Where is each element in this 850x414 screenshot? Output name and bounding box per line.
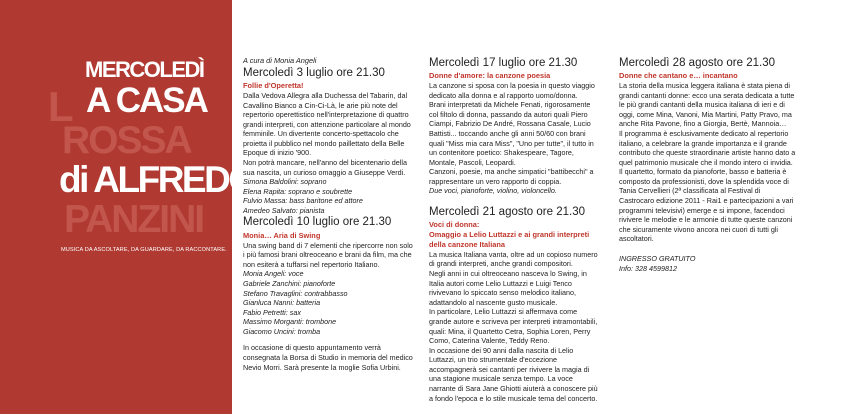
- event-date: Mercoledì 3 luglio ore 21.30: [243, 66, 385, 79]
- event-text: Brani interpretati da Michele Fenati, rigorosamente col filtolo di donna, passando da autori quali Piero Ciampi, Fabrizio De André, Rossana Casale, Lucio Battisti... toccando anche gli anni 50/60 con brani quali "Miss mia cara Miss", "Uno per tutte", il tutto in un contenitore poetico: Shakespeare, Tagore, Montale, Pascoli, Leopardi.: [429, 100, 594, 167]
- event-date: Mercoledì 28 agosto ore 21.30: [619, 57, 775, 69]
- event-title: Voci di donna: Omaggio a Lelio Luttazzi e ai grandi interpreti della canzone Italiana: [429, 220, 590, 250]
- event-text: Non potrà mancare, nell'anno del bicentenario della sua nascita, un curioso omaggio a Giuseppe Verdi.: [243, 158, 407, 177]
- event-title: Donne d'amore: la canzone poesia: [429, 71, 551, 81]
- title-line-5: PANZINI: [64, 198, 204, 241]
- event-title: Donne che cantano e… incantano: [619, 71, 738, 81]
- event-text: Dalla Vedova Allegra alla Duchessa del Tabarin, dal Cavallino Bianco a Cin-Ci-Là, le arie più note del repertorio operettistico nell'interpretazione di quattro grandi interpreti, con attenzione particolare al mondo femminile. Un divertente concerto-spettacolo che proietta il pubblico nel mondo paillettato della Belle Epoque di inizio '900.: [243, 90, 411, 158]
- event-text: La storia della musica leggera italiana è stata piena di grandi cantanti donne: ecco una serata dedicata a tutte le più grandi cantanti della musica italiana di ieri e di oggi, come Mina, Vanoni, Mia Martini, Patty Pravo, ma anche Rita Pavone, fino a Giorgia, Bertè, Mannoia…: [619, 81, 795, 129]
- event-date: Mercoledì 17 luglio ore 21.30: [429, 57, 578, 69]
- title-line-1: MERCOLEDÌ: [85, 57, 204, 82]
- curator-credit: A cura di Monia Angeli: [243, 56, 317, 65]
- event-text: Il programma è esclusivamente dedicato al repertorio italiano, a celebrare la grande importanza e il grande contributo che queste straordinarie artiste hanno dato a quel patrimonio musicale che il mondo intero ci invidia.: [619, 129, 796, 167]
- title-line-2: A CASA: [86, 81, 207, 120]
- event-text: Canzoni, poesie, ma anche simpatici "battibecchi" a rappresentare un vero rapporto di coppia.: [429, 167, 594, 186]
- info-phone: Info: 328 4599812: [619, 263, 677, 273]
- cast-item: Amedeo Salvato: pianista: [243, 205, 325, 215]
- cast-item: Monia Angeli: voce: [243, 269, 304, 279]
- cast-item: Massimo Morganti: trombone: [243, 317, 337, 327]
- cast-item: Stefano Travaglini: contrabbasso: [243, 288, 348, 298]
- column-3: [619, 56, 797, 273]
- cast-item: Gianluca Nanni: batteria: [243, 298, 321, 308]
- event-text: Una swing band di 7 elementi che ripercorre non solo i più famosi brani oltreoceano e brani da film, ma che non esiterà a tuffarsi nel repertorio Italiano.: [243, 240, 413, 269]
- event-text: Due voci, pianoforte, violino, violoncello.: [429, 186, 557, 196]
- cast-item: Elena Rapita: soprano e soubrette: [243, 186, 353, 196]
- event-text: In particolare, Lelio Luttazzi si affermava come grande autore e scriveva per interpreti intramontabili, quali: Mina, il Quartetto Cetra, Sophia Loren, Perry Como, Caterina Valente, Teddy Reno.: [429, 307, 598, 346]
- poster-tagline: MUSICA DA ASCOLTARE, DA GUARDARE, DA RACCONTARE.: [61, 247, 227, 253]
- event-title: Monia… Aria di Swing: [243, 230, 321, 240]
- ghost-letter: L: [48, 83, 72, 130]
- cast-item: Fulvio Massa: bass baritone ed attore: [243, 196, 363, 206]
- event-text: In occasione dei 90 anni dalla nascita di Lelio Luttazzi, un trio strumentale d'eccezione accompagnerà sei cantanti per rivivere la magia di una stagione musicale senza tempo. La voce narrante di Sara Jane Ghiotti aiuterà a conoscere più a fondo l'epoca e lo stile musicale tema del concerto.: [429, 345, 598, 403]
- title-line-4: di ALFREDO: [59, 159, 255, 200]
- title-line-3: ROSSA: [62, 119, 191, 162]
- event-text: Negli anni in cui oltreoceano nasceva lo Swing, in Italia autori come Lelio Luttazzi e Luigi Tenco rivivevano lo spiccato senso melodico italiano, adattandolo al nascente gusto musicale.: [429, 269, 587, 307]
- event-text: La musica Italiana vanta, oltre ad un copioso numero di grandi interpreti, anche grandi compositori.: [429, 249, 598, 269]
- cast-item: Simona Baldolini: soprano: [243, 177, 327, 187]
- cast-item: Fabio Petretti: sax: [243, 307, 301, 317]
- cast-item: Giacomo Uncini: tromba: [243, 326, 321, 336]
- cast-item: Gabriele Zanchini: pianoforte: [243, 278, 336, 288]
- poster-panel: [0, 0, 255, 414]
- event-title: Follie d'Operetta!: [243, 81, 304, 91]
- event-date: Mercoledì 10 luglio ore 21.30: [243, 216, 392, 229]
- entry-free: INGRESSO GRATUITO: [619, 253, 696, 263]
- event-text: In occasione di questo appuntamento verrà consegnata la Borsa di Studio in memoria del medico Nevio Morri. Sarà presente la moglie Sofia Urbini.: [243, 343, 413, 372]
- column-2: [429, 56, 601, 403]
- column-1: [243, 56, 413, 372]
- event-date: Mercoledì 21 agosto ore 21.30: [429, 206, 585, 219]
- event-text: La canzone si sposa con la poesia in questo viaggio dedicato alla donna e al rapporto uomo/donna.: [429, 81, 595, 100]
- event-text: Il quartetto, formato da pianoforte, basso e batteria è composto da professionisti, dove la splendida voce di Tania Cervellieri (2ª classificata al Festival di Castrocaro edizione 2011 - Rai1 e partecipazioni a vari programmi televisivi) emerge e si impone, facendoci rivivere le melodie e le armonie di tutte queste canzoni che sicuramente vivono ancora nei cuori di tutti gli ascoltatori.: [619, 167, 794, 244]
